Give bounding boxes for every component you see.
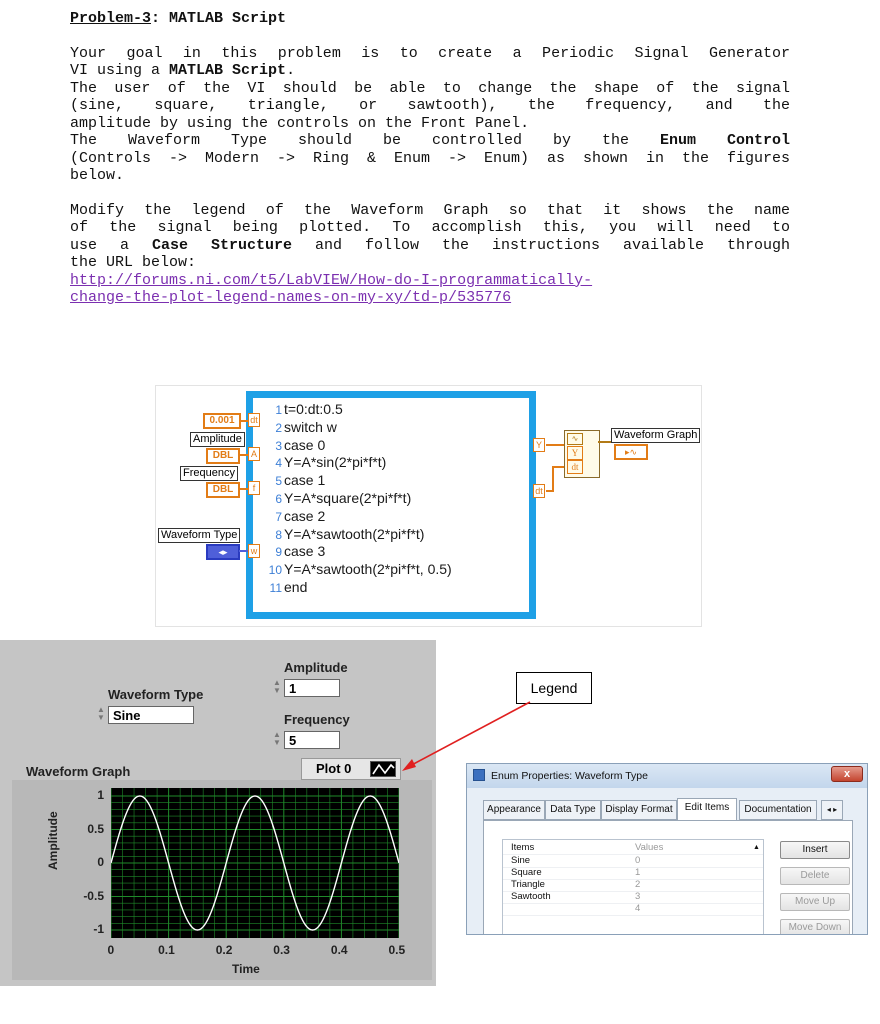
plot-legend[interactable] — [301, 758, 401, 780]
item-value: 1 — [635, 867, 641, 878]
line-number: 4 — [275, 456, 282, 471]
waveform-graph-terminal-label: Waveform Graph — [611, 428, 700, 443]
script-input-w: w — [248, 544, 260, 558]
line-code: case 3 — [284, 543, 326, 560]
para3-line2: (Controls -> Modern -> Ring & Enum -> Enum) as shown in the figures — [70, 149, 790, 167]
bundle-input-Y: Y — [567, 446, 583, 460]
para1-text: VI using a — [70, 62, 170, 79]
line-number: 1 — [275, 403, 282, 417]
tab-data-type[interactable]: Data Type — [545, 800, 601, 820]
waveform-type-enum[interactable]: Sine — [108, 706, 194, 724]
script-line — [268, 419, 452, 437]
move-down-button[interactable]: Move Down — [780, 919, 850, 935]
script-line — [268, 508, 452, 526]
waveform-type-terminal-label: Waveform Type — [158, 528, 240, 543]
para4-text-c: and follow the instructions available through — [292, 236, 790, 254]
url-link-line2[interactable]: change-the-plot-legend-names-on-my-xy/td-p/535776 — [70, 289, 512, 306]
sort-up-icon: ▲ — [753, 844, 760, 851]
waveform-graph-terminal: ▸∿ — [614, 444, 648, 460]
block-diagram — [155, 385, 702, 627]
tab-display-format[interactable]: Display Format — [601, 800, 677, 820]
frequency-terminal-label: Frequency — [180, 466, 238, 481]
line-code: case 2 — [284, 507, 326, 524]
amplitude-terminal: DBL — [206, 448, 240, 464]
title-prefix: Problem-3 — [70, 10, 152, 27]
y-tick-label: 0 — [97, 855, 104, 869]
para4-line1: Modify the legend of the Waveform Graph so that it shows the name — [70, 201, 790, 219]
waveform-plot — [111, 788, 399, 938]
plot-area — [111, 788, 399, 938]
para1-line1: Your goal in this problem is to create a Periodic Signal Generator — [70, 44, 790, 62]
script-line — [268, 561, 452, 579]
line-number: 10 — [268, 563, 282, 578]
line-code: case 1 — [284, 472, 326, 489]
para3-line1 — [70, 132, 790, 150]
y-tick-label: -1 — [93, 922, 104, 936]
para3-text: The Waveform Type should be controlled by the — [70, 132, 660, 149]
wire — [552, 466, 554, 492]
line-code: t=0:dt:0.5 — [284, 401, 343, 417]
graph-title: Waveform Graph — [26, 764, 131, 779]
y-tick-label: -0.5 — [83, 888, 104, 903]
line-number: 6 — [275, 491, 282, 506]
frequency-input[interactable]: 5 — [284, 731, 340, 749]
legend-plot-name: Plot 0 — [316, 761, 352, 776]
line-code: end — [284, 578, 308, 595]
enum-control-bold: Enum Control — [659, 132, 790, 149]
y-tick-label: 1 — [97, 788, 104, 802]
para4-text-a: use a — [70, 236, 152, 254]
wire — [552, 466, 564, 468]
para4-line2: of the signal being plotted. To accomplish this, you will need to — [70, 219, 790, 236]
front-panel — [0, 640, 436, 986]
table-header — [503, 842, 763, 855]
problem-text — [70, 10, 790, 307]
script-line — [268, 490, 452, 508]
x-axis-label: Time — [232, 962, 260, 976]
url-link-line1[interactable]: http://forums.ni.com/t5/LabVIEW/How-do-I-programmatically- — [70, 271, 593, 289]
script-input-A: A — [248, 447, 260, 461]
line-number: 7 — [275, 509, 282, 524]
para1-period: . — [286, 62, 296, 79]
line-number: 11 — [269, 580, 282, 595]
x-tick-label: 0.1 — [158, 943, 175, 957]
x-tick-label: 0.4 — [330, 943, 348, 957]
item-value: 0 — [635, 855, 641, 866]
script-line — [268, 579, 452, 597]
labview-icon — [473, 769, 485, 781]
line-code: case 0 — [284, 436, 326, 453]
problem-title — [70, 10, 790, 28]
line-code: Y=A*sin(2*pi*f*t) — [284, 454, 387, 471]
header-values: Values — [635, 842, 664, 853]
line-code: Y=A*sawtooth(2*pi*f*t) — [284, 525, 425, 542]
waveform-type-label: Waveform Type — [108, 687, 204, 702]
frequency-terminal: DBL — [206, 482, 240, 498]
line-number: 9 — [275, 545, 282, 560]
matlab-script-bold: MATLAB Script — [169, 62, 287, 79]
y-axis-label: Amplitude — [46, 811, 60, 870]
legend-callout: Legend — [516, 672, 592, 704]
wire — [546, 444, 564, 446]
items-table[interactable] — [502, 839, 764, 935]
build-waveform-node — [564, 430, 600, 478]
para4-line3 — [70, 237, 790, 255]
dialog-title: Enum Properties: Waveform Type — [491, 770, 648, 782]
amplitude-label: Amplitude — [284, 660, 348, 675]
dt-constant: 0.001 — [203, 413, 241, 429]
script-input-f: f — [248, 481, 260, 495]
item-value: 3 — [635, 891, 641, 902]
matlab-script-code — [268, 401, 452, 597]
para3-line3: below. — [70, 167, 125, 184]
line-number: 8 — [275, 527, 282, 542]
table-row[interactable] — [503, 903, 763, 916]
tab-appearance[interactable]: Appearance — [483, 800, 545, 820]
x-tick-label: 0.2 — [215, 943, 233, 957]
para2-line2: (sine, square, triangle, or sawtooth), the frequency, and the — [70, 97, 790, 114]
para4-line4: the URL below: — [70, 254, 197, 271]
script-line — [268, 472, 452, 490]
script-output-dt: dt — [533, 484, 545, 498]
script-line — [268, 543, 452, 561]
case-structure-bold: Case Structure — [151, 236, 292, 254]
para2-line3: amplitude by using the controls on the Front Panel. — [70, 114, 530, 132]
script-line — [268, 401, 452, 419]
item-value: 2 — [635, 879, 641, 890]
header-items: Items — [511, 842, 535, 853]
script-line — [268, 526, 452, 544]
delete-button[interactable]: Delete — [780, 867, 850, 885]
x-tick-label: 0.5 — [388, 943, 406, 957]
line-number: 2 — [275, 420, 282, 435]
enum-properties-dialog — [466, 763, 868, 935]
move-up-button[interactable]: Move Up — [780, 893, 850, 911]
script-output-Y: Y — [533, 438, 545, 452]
x-tick-label: 0 — [107, 943, 115, 957]
amplitude-input[interactable]: 1 — [284, 679, 340, 697]
waveform-wire — [598, 441, 612, 443]
line-code: Y=A*square(2*pi*f*t) — [284, 489, 412, 506]
tab-documentation[interactable]: Documentation — [739, 800, 817, 820]
waveform-type-enum-terminal: ◂▸ — [206, 544, 240, 560]
para2-line1: The user of the VI should be able to change the shape of the signal — [70, 79, 790, 97]
frequency-spinner[interactable]: ▲ ▼ — [273, 730, 281, 747]
script-line — [268, 437, 452, 455]
waveform-type-spinner[interactable]: ▲ ▼ — [97, 705, 105, 722]
item-name: Sawtooth — [511, 891, 551, 902]
amplitude-terminal-label: Amplitude — [190, 432, 245, 447]
script-input-dt: dt — [248, 413, 260, 427]
item-name: Square — [511, 867, 542, 878]
waveform-icon: ∿ — [567, 433, 583, 445]
item-name: Triangle — [511, 879, 545, 890]
close-button[interactable]: x — [831, 766, 863, 782]
line-number: 3 — [275, 438, 282, 453]
edit-items-pane — [483, 820, 853, 935]
x-tick-label: 0.3 — [273, 943, 290, 957]
item-name: Sine — [511, 855, 531, 866]
bundle-input-dt: dt — [567, 460, 583, 474]
line-code: switch w — [284, 418, 337, 435]
item-value: 4 — [635, 903, 641, 914]
tab-scroll-arrows[interactable]: ◂ ▸ — [821, 800, 843, 820]
line-number: 5 — [275, 474, 282, 489]
dialog-titlebar[interactable] — [467, 764, 867, 788]
tab-edit-items[interactable]: Edit Items — [677, 798, 737, 820]
script-line — [268, 454, 452, 472]
para1-line2 — [70, 62, 790, 80]
line-code: Y=A*sawtooth(2*pi*f*t, 0.5) — [284, 561, 452, 578]
title-suffix: : MATLAB Script — [151, 10, 287, 27]
frequency-label: Frequency — [284, 712, 350, 727]
insert-button[interactable]: Insert — [780, 841, 850, 859]
amplitude-spinner[interactable]: ▲ ▼ — [273, 678, 281, 695]
y-tick-label: 0.5 — [87, 821, 104, 836]
